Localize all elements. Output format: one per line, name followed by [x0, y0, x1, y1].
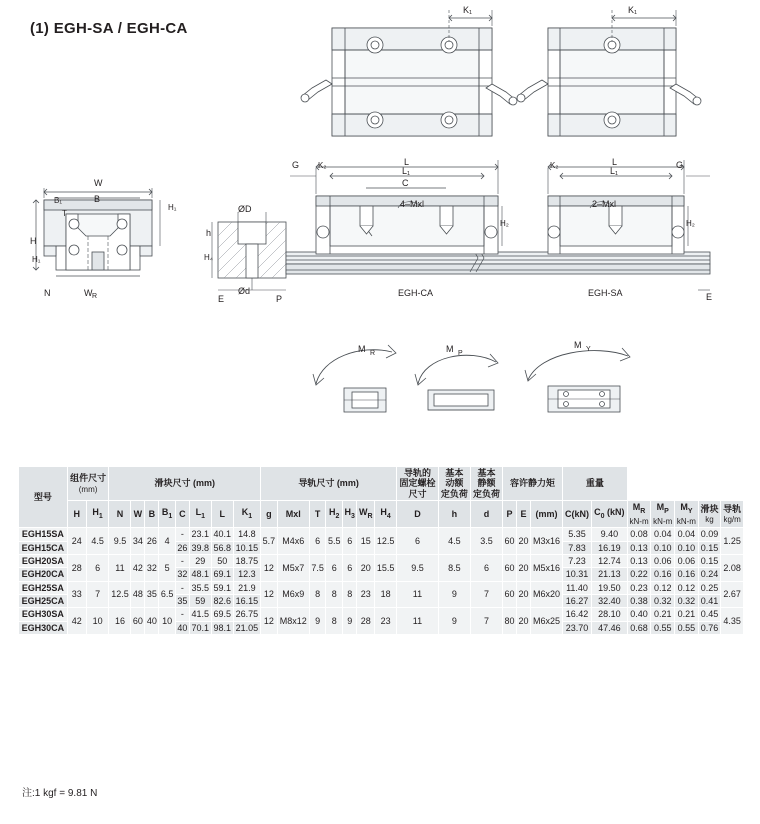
header-weight: 重量	[563, 467, 628, 501]
cell-C-kN: 10.31	[563, 568, 592, 581]
cell-weight-rail: 2.08	[721, 554, 744, 581]
cell-h: 9	[438, 581, 470, 608]
cell-d: 3.5	[470, 528, 502, 555]
cell-weight-rail: 4.35	[721, 608, 744, 635]
col-E: E	[517, 501, 531, 528]
cell-model: EGH15CA	[19, 541, 68, 554]
cell-WR: 15	[357, 528, 375, 555]
cell-g: 12	[261, 581, 278, 608]
cell-B1: 4	[159, 528, 176, 555]
cell-L: 69.1	[211, 568, 233, 581]
cell-H3: 6	[343, 554, 357, 581]
cell-D: 11	[397, 581, 439, 608]
cell-B1: 10	[159, 608, 176, 635]
table-row[interactable]	[19, 554, 744, 567]
cell-MY: 0.12	[675, 581, 699, 594]
col-WR: $W_R$	[357, 501, 375, 528]
cell-D: 9.5	[397, 554, 439, 581]
header-block-dims: 滑块尺寸 (mm)	[109, 467, 261, 501]
cell-N: 16	[109, 608, 131, 635]
cell-d: 7	[470, 608, 502, 635]
cell-P: 80	[503, 608, 517, 635]
svg-text:M: M	[358, 344, 366, 354]
cell-model: EGH25SA	[19, 581, 68, 594]
table-row[interactable]	[19, 528, 744, 541]
cell-W: 48	[131, 581, 145, 608]
cell-B: 32	[145, 554, 159, 581]
svg-text:ØD: ØD	[238, 204, 252, 214]
table-row[interactable]	[19, 608, 744, 621]
cell-B: 26	[145, 528, 159, 555]
svg-text:R: R	[92, 293, 98, 300]
cell-T: 6	[309, 528, 326, 555]
header-static-load: 基本 静额 定负荷	[470, 467, 502, 501]
cell-MP: 0.06	[651, 554, 675, 567]
svg-text:N: N	[44, 288, 51, 298]
cell-K1: 26.75	[233, 608, 260, 621]
cell-K1: 16.15	[233, 594, 260, 607]
col-W: W	[131, 501, 145, 528]
cell-K1: 21.05	[233, 621, 260, 634]
col-H3: $H_3$	[343, 501, 357, 528]
svg-text:EGH-CA: EGH-CA	[398, 288, 434, 298]
col-H1: $H_1$	[86, 501, 109, 528]
col-MR: $M_R$ kN-m	[627, 501, 651, 528]
col-h: h	[438, 501, 470, 528]
svg-text:4–Mxl: 4–Mxl	[400, 199, 425, 209]
cell-C: -	[175, 608, 189, 621]
svg-text:Ød: Ød	[238, 286, 251, 296]
cell-H2: 5.5	[326, 528, 343, 555]
svg-text:M: M	[574, 340, 582, 350]
svg-text:G: G	[676, 160, 684, 170]
cell-H: 24	[67, 528, 86, 555]
cell-H4: 12.5	[375, 528, 397, 555]
svg-text:K₂: K₂	[550, 161, 559, 170]
cell-model: EGH20CA	[19, 568, 68, 581]
svg-text:H₂: H₂	[686, 219, 695, 228]
cell-C-kN: 7.83	[563, 541, 592, 554]
cell-MR: 0.08	[627, 528, 651, 541]
cell-H4: 15.5	[375, 554, 397, 581]
col-L1: $L_1$	[189, 501, 211, 528]
cell-P: 60	[503, 581, 517, 608]
cell-H4: 18	[375, 581, 397, 608]
cell-C-kN: 23.70	[563, 621, 592, 634]
cell-L: 59.1	[211, 581, 233, 594]
cell-weight-block: 0.15	[698, 554, 721, 567]
svg-text:L: L	[612, 157, 618, 167]
col-d: d	[470, 501, 502, 528]
svg-text:C: C	[402, 178, 409, 188]
page-title: (1) EGH-SA / EGH-CA	[30, 20, 188, 37]
col-D: D	[397, 501, 439, 528]
cell-MR: 0.40	[627, 608, 651, 621]
cell-W: 60	[131, 608, 145, 635]
cell-C: 32	[177, 569, 188, 580]
cell-L1: 70.1	[189, 621, 211, 634]
cell-MP: 0.21	[651, 608, 675, 621]
col-MY: $M_Y$ kN-m	[675, 501, 699, 528]
cell-L1: 48.1	[189, 568, 211, 581]
cell-L1: 23.1	[189, 528, 211, 541]
cell-MP: 0.16	[651, 568, 675, 581]
cell-h: 4.5	[438, 528, 470, 555]
col-H2: $H_2$	[326, 501, 343, 528]
svg-text:P: P	[276, 294, 283, 304]
svg-text:B: B	[94, 194, 101, 204]
cell-MR: 0.13	[627, 541, 651, 554]
cell-bolt: M5x16	[530, 554, 562, 581]
cell-N: 9.5	[109, 528, 131, 555]
col-g: g	[261, 501, 278, 528]
cell-weight-rail: 1.25	[721, 528, 744, 555]
header-rail-bolt: 导轨的 固定螺栓 尺寸	[397, 467, 439, 501]
cell-weight-block: 0.09	[698, 528, 721, 541]
footnote: 注:1 kgf = 9.81 N	[22, 788, 98, 799]
cell-MR: 0.68	[627, 621, 651, 634]
col-N: N	[109, 501, 131, 528]
cell-H3: 9	[343, 608, 357, 635]
svg-text:H: H	[30, 236, 37, 246]
col-B: B	[145, 501, 159, 528]
cell-weight-block: 0.15	[698, 541, 721, 554]
cell-H2: 8	[326, 581, 343, 608]
cell-H2: 6	[326, 554, 343, 581]
cell-H: 42	[67, 608, 86, 635]
cell-d: 7	[470, 581, 502, 608]
cell-d: 6	[470, 554, 502, 581]
cell-E: 20	[517, 554, 531, 581]
cell-T: 8	[309, 581, 326, 608]
cell-N: 11	[109, 554, 131, 581]
cell-L1: 35.5	[189, 581, 211, 594]
cell-T: 7.5	[309, 554, 326, 581]
cell-MY: 0.32	[675, 594, 699, 607]
cell-K1: 18.75	[233, 554, 260, 567]
svg-text:W: W	[94, 178, 103, 188]
spec-table	[18, 466, 744, 635]
cell-bolt: M6x20	[530, 581, 562, 608]
cell-W: 34	[131, 528, 145, 555]
cell-H: 28	[67, 554, 86, 581]
cell-WR: 20	[357, 554, 375, 581]
cell-WR: 23	[357, 581, 375, 608]
cell-model: EGH25CA	[19, 594, 68, 607]
table-row[interactable]	[19, 581, 744, 594]
cell-MY: 0.21	[675, 608, 699, 621]
svg-text:L₁: L₁	[610, 166, 619, 176]
cell-C0-kN: 16.19	[591, 541, 627, 554]
svg-text:2–Mxl: 2–Mxl	[592, 199, 617, 209]
svg-text:H₄: H₄	[204, 253, 214, 262]
cell-weight-block: 0.24	[698, 568, 721, 581]
cell-C0-kN: 9.40	[591, 528, 627, 541]
cell-B: 35	[145, 581, 159, 608]
svg-text:L: L	[404, 157, 410, 167]
cell-L1: 39.8	[189, 541, 211, 554]
cell-K1: 14.8	[233, 528, 260, 541]
cell-H1: 6	[86, 554, 109, 581]
cell-H1: 7	[86, 581, 109, 608]
cell-L: 56.8	[211, 541, 233, 554]
table-col-header-row	[19, 501, 744, 528]
col-weight-rail: 导轨 kg/m	[721, 501, 744, 528]
cell-C0-kN: 28.10	[591, 608, 627, 621]
cell-N: 12.5	[109, 581, 131, 608]
cell-MY: 0.06	[675, 554, 699, 567]
cell-MR: 0.22	[627, 568, 651, 581]
svg-text:P: P	[458, 350, 463, 357]
cell-bolt: M6x25	[530, 608, 562, 635]
cell-C-kN: 5.35	[563, 528, 592, 541]
cell-H3: 6	[343, 528, 357, 555]
cell-g: 12	[261, 554, 278, 581]
cell-g: 5.7	[261, 528, 278, 555]
table-body	[19, 528, 744, 635]
col-T: T	[309, 501, 326, 528]
svg-text:B₁: B₁	[54, 196, 63, 205]
svg-text:H₂: H₂	[500, 219, 509, 228]
cell-h: 8.5	[438, 554, 470, 581]
cell-MP: 0.55	[651, 621, 675, 634]
cell-MP: 0.04	[651, 528, 675, 541]
svg-text:E: E	[218, 294, 225, 304]
cell-weight-block: 0.41	[698, 594, 721, 607]
spec-table-wrapper	[18, 466, 744, 635]
cell-C0-kN: 12.74	[591, 554, 627, 567]
cell-L1: 29	[189, 554, 211, 567]
cell-L: 50	[211, 554, 233, 567]
cell-H2: 8	[326, 608, 343, 635]
col-B1: $B_1$	[159, 501, 176, 528]
svg-text:L₁: L₁	[402, 166, 411, 176]
cell-D: 11	[397, 608, 439, 635]
cell-L: 69.5	[211, 608, 233, 621]
cell-C-kN: 11.40	[563, 581, 592, 594]
cell-C: -	[175, 581, 189, 594]
svg-text:H₁: H₁	[32, 255, 41, 264]
cell-K1: 21.9	[233, 581, 260, 594]
cell-L: 98.1	[211, 621, 233, 634]
cell-g: 12	[261, 608, 278, 635]
cell-MP: 0.32	[651, 594, 675, 607]
cell-C: 40	[177, 622, 188, 633]
svg-text:K₂: K₂	[318, 161, 327, 170]
col-MP: $M_P$ kN-m	[651, 501, 675, 528]
cell-MY: 0.55	[675, 621, 699, 634]
cell-weight-block: 0.76	[698, 621, 721, 634]
cell-C0-kN: 21.13	[591, 568, 627, 581]
cell-C-kN: 16.27	[563, 594, 592, 607]
svg-text:R: R	[370, 350, 376, 357]
cell-model: EGH20SA	[19, 554, 68, 567]
cell-C0-kN: 19.50	[591, 581, 627, 594]
cell-MR: 0.13	[627, 554, 651, 567]
cell-model: EGH15SA	[19, 528, 68, 541]
svg-text:K₁: K₁	[628, 5, 638, 15]
svg-text:T: T	[62, 209, 67, 218]
cell-Mxl: M4x6	[277, 528, 309, 555]
cell-C: 26	[177, 542, 188, 553]
col-C: C	[175, 501, 189, 528]
cell-P: 60	[503, 528, 517, 555]
header-dynamic-load: 基本 动额 定负荷	[438, 467, 470, 501]
cell-L: 40.1	[211, 528, 233, 541]
col-H4: $H_4$	[375, 501, 397, 528]
col-P: P	[503, 501, 517, 528]
header-rail-dims: 导轨尺寸 (mm)	[261, 467, 397, 501]
cell-E: 20	[517, 528, 531, 555]
cell-weight-block: 0.45	[698, 608, 721, 621]
col-C0-kN: $C_0$ (kN)	[591, 501, 627, 528]
cell-L1: 59	[189, 594, 211, 607]
cell-C-kN: 7.23	[563, 554, 592, 567]
cell-C: -	[175, 554, 189, 567]
cell-E: 20	[517, 608, 531, 635]
cell-bolt: M3x16	[530, 528, 562, 555]
col-C-kN: C(kN)	[563, 501, 592, 528]
cell-K1: 12.3	[233, 568, 260, 581]
svg-text:H₁: H₁	[168, 203, 177, 212]
svg-text:h: h	[206, 228, 212, 238]
header-model: 型号	[19, 467, 68, 528]
col-H: H	[67, 501, 86, 528]
col-weight-block: 滑块 kg	[698, 501, 721, 528]
cell-MP: 0.12	[651, 581, 675, 594]
cell-WR: 28	[357, 608, 375, 635]
cell-H3: 8	[343, 581, 357, 608]
cell-B1: 5	[159, 554, 176, 581]
svg-text:Y: Y	[586, 346, 591, 353]
cell-MY: 0.04	[675, 528, 699, 541]
header-static-moment: 容许静力矩	[503, 467, 563, 501]
cell-MP: 0.10	[651, 541, 675, 554]
cell-Mxl: M8x12	[277, 608, 309, 635]
cell-W: 42	[131, 554, 145, 581]
svg-text:EGH-SA: EGH-SA	[588, 288, 623, 298]
cell-C: 35	[177, 595, 188, 606]
svg-text:E: E	[706, 292, 713, 302]
cell-weight-rail: 2.67	[721, 581, 744, 608]
cell-B: 40	[145, 608, 159, 635]
col-Mxl: Mxl	[277, 501, 309, 528]
cell-H1: 10	[86, 608, 109, 635]
svg-text:W: W	[84, 288, 93, 298]
cell-H4: 23	[375, 608, 397, 635]
cell-MR: 0.23	[627, 581, 651, 594]
cell-E: 20	[517, 581, 531, 608]
cell-model: EGH30SA	[19, 608, 68, 621]
col-bolt-unit: (mm)	[530, 501, 562, 528]
cell-D: 6	[397, 528, 439, 555]
cell-model: EGH30CA	[19, 621, 68, 634]
cell-L1: 41.5	[189, 608, 211, 621]
cell-C-kN: 16.42	[563, 608, 592, 621]
header-assembly-dims: 组件尺寸 (mm)	[67, 467, 109, 501]
cell-MY: 0.16	[675, 568, 699, 581]
cell-H1: 4.5	[86, 528, 109, 555]
col-L: L	[211, 501, 233, 528]
svg-text:M: M	[446, 344, 454, 354]
cell-B1: 6.5	[159, 581, 176, 608]
cell-K1: 10.15	[233, 541, 260, 554]
table-group-header-row	[19, 467, 744, 501]
cell-MR: 0.38	[627, 594, 651, 607]
cell-MY: 0.10	[675, 541, 699, 554]
svg-text:K₁: K₁	[463, 5, 473, 15]
cell-weight-block: 0.25	[698, 581, 721, 594]
cell-C0-kN: 47.46	[591, 621, 627, 634]
col-K1: $K_1$	[233, 501, 260, 528]
cell-L: 82.6	[211, 594, 233, 607]
cell-Mxl: M6x9	[277, 581, 309, 608]
cell-H: 33	[67, 581, 86, 608]
cell-Mxl: M5x7	[277, 554, 309, 581]
cell-T: 9	[309, 608, 326, 635]
cell-C0-kN: 32.40	[591, 594, 627, 607]
cell-P: 60	[503, 554, 517, 581]
cell-C: -	[175, 528, 189, 541]
svg-text:G: G	[292, 160, 300, 170]
cell-h: 9	[438, 608, 470, 635]
